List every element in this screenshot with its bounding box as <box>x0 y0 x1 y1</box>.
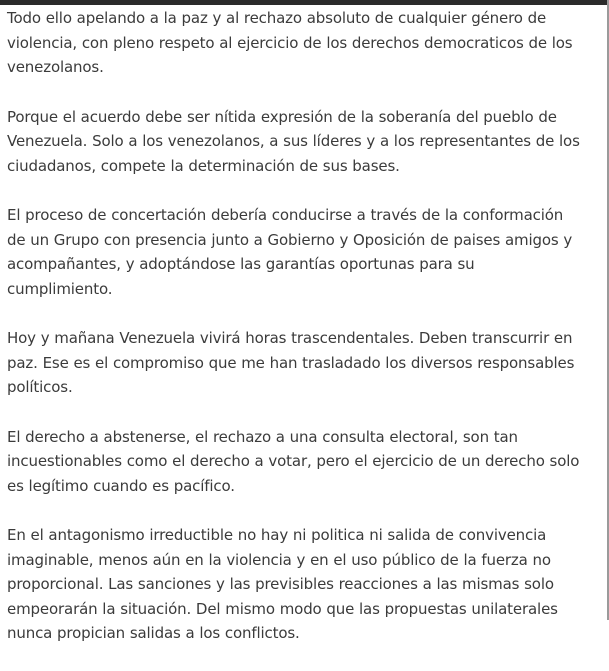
paragraph-5: El derecho a abstenerse, el rechazo a una consulta electoral, son tan incuestionables como el derecho a votar, pero el ejercicio de un derecho solo es legítimo cuando es pacífico. <box>7 427 580 495</box>
paragraph-3: El proceso de concertación debería conducirse a través de la conformación de un Grupo con presencia junto a Gobierno y Oposición de paises amigos y acompañantes, y adoptándose las garantías oportunas para su cumplimiento. <box>7 206 573 298</box>
paragraph-4: Hoy y mañana Venezuela vivirá horas trascendentales. Deben transcurrir en paz. Ese es el compromiso que me han trasladado los diversos responsables políticos. <box>7 329 575 396</box>
article-body <box>7 6 601 671</box>
paragraph-1: Todo ello apelando a la paz y al rechazo absoluto de cualquier género de violencia, con pleno respeto al ejercicio de los derechos democraticos de los venezolanos. <box>7 9 573 76</box>
paragraph-6: En el antagonismo irreductible no hay ni politica ni salida de convivencia imaginable, menos aún en la violencia y en el uso público de la fuerza no proporcional. Las sanciones y las previsibles reacciones a las mismas solo empeorarán la situación. Del mismo modo que las propuestas unilaterales nunca propician salidas a los conflictos. <box>7 526 558 642</box>
paragraph-2: Porque el acuerdo debe ser nítida expresión de la soberanía del pueblo de Venezuela. Solo a los venezolanos, a sus líderes y a los representantes de los ciudadanos, compete la determinación de sus bases. <box>7 107 580 175</box>
top-divider <box>0 0 609 5</box>
